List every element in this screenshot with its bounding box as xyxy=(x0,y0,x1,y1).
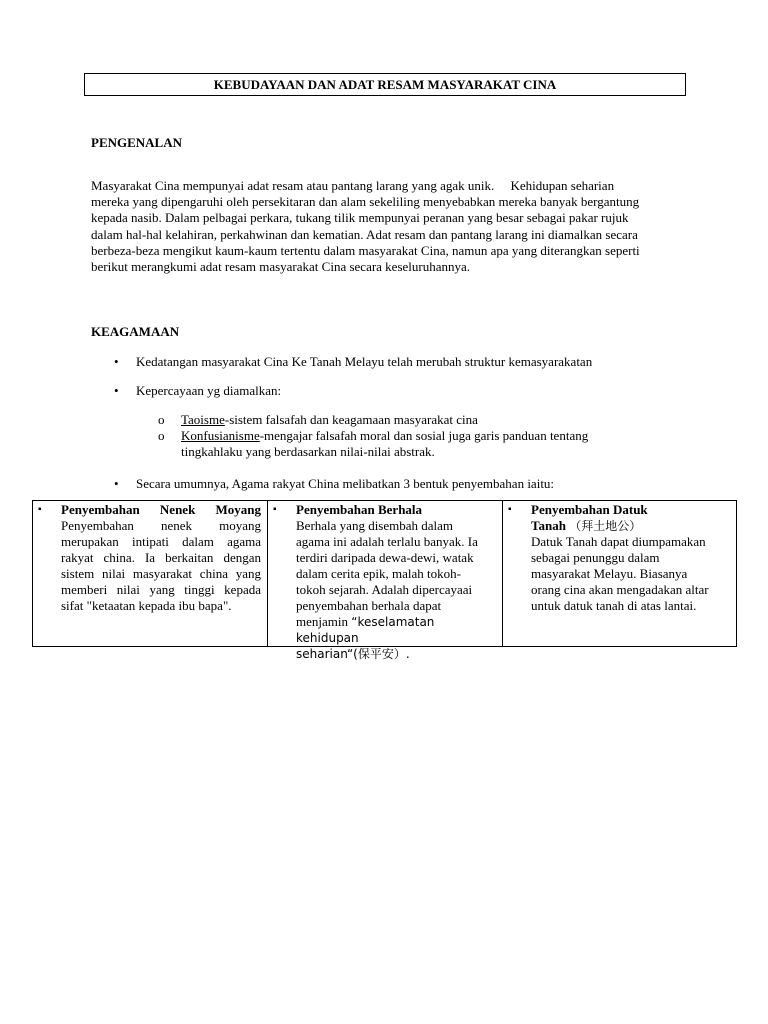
table-cell-datuk-tanah xyxy=(502,501,736,646)
cell-line xyxy=(296,614,496,646)
sub-list-item xyxy=(158,428,628,460)
bullet-item xyxy=(114,383,281,399)
cell-line: masyarakat Melayu. Biasanya xyxy=(531,566,688,581)
cell-heading: Penyembahan Datuk xyxy=(531,502,648,517)
bullet-item xyxy=(114,354,592,370)
cell-line-quote: “keselamatan kehidupan xyxy=(296,615,435,645)
table-cell-nenek-moyang xyxy=(33,501,267,646)
pengenalan-line: berbeza-beza mengikut kaum-kaum tertentu dalam masyarakat Cina, namun apa yang diterangkan seperti xyxy=(91,242,640,258)
cell-line: tokoh sejarah. Adalah dipercayaai xyxy=(296,582,473,597)
bullet-text: Secara umumnya, Agama rakyat China melibatkan 3 bentuk penyembahan iaitu: xyxy=(136,476,555,491)
sub-item-text: -sistem falsafah dan keagamaan masyarakat cina xyxy=(224,412,478,427)
pengenalan-line: berikut merangkumi adat resam masyarakat Cina secara keseluruhannya. xyxy=(91,259,471,275)
cell-body: Penyembahan nenek moyang merupakan intipati dalam agama rakyat china. Ia berkaitan dengan sistem nilai masyarakat china yang memberi nilai yang tinggi kepada sifat "ketaatan kepada ibu bapa". xyxy=(61,518,261,613)
pengenalan-line: kepada nasib. Dalam pelbagai perkara, tukang tilik mempunyai peranan yang besar sebagai pakar rujuk xyxy=(91,210,629,226)
sub-item-text-continued: tingkahlaku yang berdasarkan nilai-nilai abstrak. xyxy=(181,444,435,459)
pengenalan-line: Masyarakat Cina mempunyai adat resam atau pantang larang yang agak unik. Kehidupan seharian xyxy=(91,178,615,193)
cell-line: untuk datuk tanah di atas lantai. xyxy=(531,598,697,613)
cell-line: agama ini adalah terlalu banyak. Ia xyxy=(296,534,478,549)
cell-heading-word: Tanah xyxy=(531,518,566,533)
cell-line-prefix: menjamin xyxy=(296,614,348,629)
cell-heading-continued xyxy=(531,518,730,534)
chinese-term: （拜土地公） xyxy=(569,519,642,533)
pengenalan-paragraph xyxy=(91,178,681,275)
cell-line: terdiri daripada dewa-dewi, watak xyxy=(296,550,474,565)
cell-line: dalam cerita epik, malah tokoh- xyxy=(296,566,461,581)
cell-heading: Penyembahan Berhala xyxy=(296,502,423,517)
square-bullet-icon: ▪ xyxy=(273,504,277,515)
term-konfusianisme: Konfusianisme xyxy=(181,428,260,443)
cell-body xyxy=(531,534,730,614)
circle-bullet-icon: o xyxy=(158,428,165,443)
cell-line: Berhala yang disembah dalam xyxy=(296,518,454,533)
sub-item-text: -mengajar falsafah moral dan sosial juga garis panduan tentang xyxy=(259,428,589,443)
square-bullet-icon: ▪ xyxy=(38,504,42,515)
sub-list-item xyxy=(158,412,628,428)
cell-heading: Penyembahan Nenek Moyang xyxy=(61,502,261,517)
pengenalan-line: dalam hal-hal kelahiran, perkahwinan dan kematian. Adat resam dan pantang larang ini diamalkan secara xyxy=(91,226,638,242)
cell-line: orang cina akan mengadakan altar xyxy=(531,582,709,597)
worship-forms-table xyxy=(32,500,737,661)
heading-keagamaan: KEAGAMAAN xyxy=(91,324,180,339)
cell-line: seharian“(保平安）. xyxy=(296,647,410,661)
cell-line: sebagai penunggu dalam xyxy=(531,550,660,565)
bullet-text: Kepercayaan yg diamalkan: xyxy=(136,383,282,398)
square-bullet-icon: ▪ xyxy=(508,504,512,515)
circle-bullet-icon: o xyxy=(158,412,165,427)
bullet-text: Kedatangan masyarakat Cina Ke Tanah Melayu telah merubah struktur kemasyarakatan xyxy=(136,354,593,369)
bullet-icon: • xyxy=(114,383,119,398)
term-taoisme: Taoisme xyxy=(181,412,225,427)
pengenalan-line: mereka yang dipengaruhi oleh persekitaran dan alam sekeliling menyebabkan mereka banyak bergantung xyxy=(91,194,640,210)
bullet-icon: • xyxy=(114,476,119,491)
cell-body xyxy=(296,518,496,662)
document-title: KEBUDAYAAN DAN ADAT RESAM MASYARAKAT CINA xyxy=(84,73,686,96)
table-cell-berhala xyxy=(267,501,502,661)
cell-line: Datuk Tanah dapat diumpamakan xyxy=(531,534,706,549)
heading-pengenalan: PENGENALAN xyxy=(91,135,183,150)
cell-line: penyembahan berhala dapat xyxy=(296,598,442,613)
bullet-item xyxy=(114,476,554,492)
bullet-icon: • xyxy=(114,354,119,369)
